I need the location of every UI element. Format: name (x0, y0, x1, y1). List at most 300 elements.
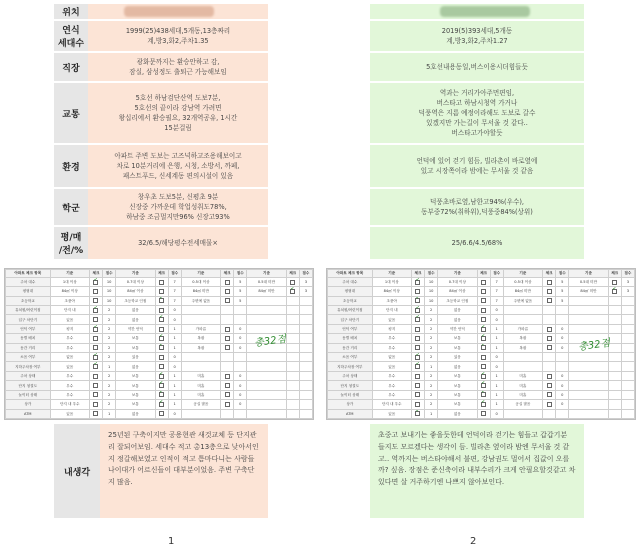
criterion: 보통 (116, 390, 155, 399)
criterion: 우수 (372, 371, 411, 380)
checklist-row (6, 371, 313, 380)
year-value: 2019(5)393세대,5개동 계,방3,화2,주차1.27 (370, 20, 584, 52)
checkbox-icon[interactable] (93, 345, 98, 350)
checklist-header: 점수 (103, 270, 116, 278)
score: 5 (234, 287, 247, 296)
score: 2 (103, 324, 116, 333)
work-value: 5호선내용동일,버스이용시더힘들듯 (370, 52, 584, 82)
checked-box-icon[interactable] (481, 345, 486, 350)
score: 2 (103, 371, 116, 380)
checkbox-icon[interactable] (547, 327, 552, 332)
score: 5 (556, 296, 569, 305)
checklist-row (6, 390, 313, 399)
check-cell (543, 306, 556, 315)
checklist-row (328, 371, 635, 380)
score: 1 (490, 400, 503, 409)
check-cell (543, 400, 556, 409)
checklist-row (328, 409, 635, 418)
checkbox-icon[interactable] (415, 345, 420, 350)
check-cell (543, 277, 556, 286)
criterion: 가파름 (181, 324, 220, 333)
score: 2 (425, 306, 438, 315)
score: 5 (556, 287, 569, 296)
checkbox-icon[interactable] (415, 327, 420, 332)
criterion (569, 390, 608, 399)
checked-box-icon[interactable] (159, 345, 164, 350)
criterion: 평지 (372, 324, 411, 333)
score (299, 343, 312, 352)
environment-value: 아파트 주변 도보는 고즈넉하고조용해보이고 차로 10분거리에 은행, 시청, 소방서, 까페, 패스트푸드, 신세계동 편의시설이 있음 (88, 144, 268, 188)
checklist-item: 입구 차단기 (328, 315, 373, 324)
checkbox-icon[interactable] (93, 383, 98, 388)
checklist-item: 입구 차단기 (6, 315, 51, 324)
criterion (569, 353, 608, 362)
checkbox-icon[interactable] (481, 411, 486, 416)
checklist-row (328, 390, 635, 399)
check-cell (155, 296, 168, 305)
checked-box-icon[interactable] (415, 355, 420, 360)
criterion: 없음 (438, 315, 477, 324)
checked-box-icon[interactable] (159, 298, 164, 303)
criterion: 초품아 (50, 296, 89, 305)
checked-box-icon[interactable] (481, 392, 486, 397)
score: 5 (234, 277, 247, 286)
score: 2 (425, 334, 438, 343)
checkbox-icon[interactable] (93, 392, 98, 397)
check-cell (221, 296, 234, 305)
school-value: 덕풍초바로옆,남한고94%(우수), 동부중72%(취하위),덕풍중84%(상위) (370, 188, 584, 226)
checked-box-icon[interactable] (93, 355, 98, 360)
criterion (569, 409, 608, 418)
checkbox-icon[interactable] (415, 383, 420, 388)
criterion: 공실 많음 (503, 400, 542, 409)
checkbox-icon[interactable] (225, 392, 230, 397)
checkbox-icon[interactable] (547, 374, 552, 379)
score: 0 (490, 362, 503, 371)
check-cell (221, 324, 234, 333)
checkbox-icon[interactable] (159, 280, 164, 285)
checked-box-icon[interactable] (290, 289, 295, 294)
check-cell (608, 287, 621, 296)
checkbox-icon[interactable] (159, 327, 164, 332)
check-cell (221, 409, 234, 418)
criterion (569, 306, 608, 315)
score: 10 (425, 287, 438, 296)
score (621, 353, 634, 362)
score: 2 (103, 400, 116, 409)
checklist-header: 기준 (116, 270, 155, 278)
score (621, 306, 634, 315)
score: 10 (103, 277, 116, 286)
check-cell (543, 343, 556, 352)
checkbox-icon[interactable] (225, 289, 230, 294)
checkbox-icon[interactable] (481, 355, 486, 360)
check-cell (89, 343, 102, 352)
criterion (247, 381, 286, 390)
criterion (503, 409, 542, 418)
school-value: 창우초 도보5분, 신평초 9분 신장중 가까운데 학업성취도78%, 하남중 조금멀지만96% 신장고93% (88, 188, 268, 226)
price-value: 25/6.6/4.5/68% (370, 226, 584, 260)
thoughts-2-text: 초중고 보내기는 좋을듯한데 언덕이라 걷기는 힘들고 갑갑기분 들지도 모르겠다는 생각이 듬. 빌라촌 옆이라 밤엔 무서울 것 같고.. 역까지는 버스타야해서 불편, 강남권도 멀어서 집값이 오를까? 싶음. 장점은 준신축이라 내부수리가 크게 안필요할것같고 차있다면 살 거주하기엔 나쁘지 않아보인다. (370, 424, 584, 518)
checked-box-icon[interactable] (159, 317, 164, 322)
check-cell (411, 277, 424, 286)
checklist-header: 체크 (608, 270, 621, 278)
criterion: 미흡 (181, 381, 220, 390)
criterion: 주변에 없음 (181, 296, 220, 305)
criterion (503, 315, 542, 324)
criterion: 보통 (438, 390, 477, 399)
checkbox-icon[interactable] (547, 402, 552, 407)
score: 0 (168, 353, 181, 362)
checked-box-icon[interactable] (612, 289, 617, 294)
criterion: 있음 (438, 353, 477, 362)
checkbox-icon[interactable] (547, 383, 552, 388)
check-cell (543, 409, 556, 418)
checklist-row (6, 315, 313, 324)
checked-box-icon[interactable] (481, 336, 486, 341)
score: 0 (556, 400, 569, 409)
check-cell (477, 343, 490, 352)
checked-box-icon[interactable] (159, 402, 164, 407)
check-cell (477, 362, 490, 371)
check-cell (411, 400, 424, 409)
check-cell (543, 315, 556, 324)
check-cell (89, 334, 102, 343)
check-cell (89, 390, 102, 399)
check-cell (411, 353, 424, 362)
checklist-header: 기준 (569, 270, 608, 278)
checklist-item: 지하주차장 여부 (6, 362, 51, 371)
criterion: 복잡 (181, 343, 220, 352)
checkbox-icon[interactable] (481, 298, 486, 303)
check-cell (286, 287, 299, 296)
criterion: 우수 (50, 371, 89, 380)
check-cell (477, 334, 490, 343)
score: 3 (299, 287, 312, 296)
check-cell (543, 362, 556, 371)
checkbox-icon[interactable] (225, 280, 230, 285)
criterion: 없음 (438, 409, 477, 418)
checkbox-icon[interactable] (290, 280, 295, 285)
score: 0 (168, 315, 181, 324)
checkbox-icon[interactable] (93, 336, 98, 341)
criterion: 우수 (372, 334, 411, 343)
checkbox-icon[interactable] (93, 411, 98, 416)
checkbox-icon[interactable] (547, 336, 552, 341)
work-label: 직장 (54, 52, 88, 82)
thoughts-label: 내생각 (54, 424, 100, 518)
checkbox-icon[interactable] (93, 289, 98, 294)
score (234, 306, 247, 315)
checkbox-icon[interactable] (415, 374, 420, 379)
checkbox-icon[interactable] (481, 289, 486, 294)
score: 0 (556, 334, 569, 343)
score (621, 390, 634, 399)
total-score-1: 총32점 (253, 333, 287, 350)
checkbox-icon[interactable] (481, 280, 486, 285)
checkbox-icon[interactable] (159, 364, 164, 369)
checked-box-icon[interactable] (481, 327, 486, 332)
criterion: 단지 내 (372, 306, 411, 315)
score: 0 (556, 343, 569, 352)
checkbox-icon[interactable] (547, 345, 552, 350)
checked-box-icon[interactable] (481, 374, 486, 379)
check-cell (543, 324, 556, 333)
score: 0 (168, 409, 181, 418)
checklist-header: 기준 (372, 270, 411, 278)
criterion: 단지 내 (50, 306, 89, 315)
checkbox-icon[interactable] (159, 355, 164, 360)
check-cell (477, 409, 490, 418)
checked-box-icon[interactable] (415, 280, 420, 285)
listing-2-card (370, 4, 584, 261)
score: 10 (425, 277, 438, 286)
criterion (247, 353, 286, 362)
check-cell (608, 381, 621, 390)
score: 2 (103, 334, 116, 343)
thoughts-1-text: 25년된 구축이지만 공용현관 새것교체 등 단지관리 잘되어보임. 세대수 적고 총13층으로 낮아서인지 정갈해보였고 인적이 적고 틈마다니는 사람들 나이대가 어르신들이 대부분이었음. 주변 구축단지 많음. (100, 424, 268, 518)
checkbox-icon[interactable] (547, 280, 552, 285)
criterion (247, 371, 286, 380)
score (621, 362, 634, 371)
criterion: 우수 (372, 381, 411, 390)
score: 0 (490, 353, 503, 362)
score: 2 (425, 324, 438, 333)
checklist-header: 아파트 체크 항목 (328, 270, 373, 278)
checklist-row (328, 353, 635, 362)
checkbox-icon[interactable] (225, 383, 230, 388)
checklist-item: 소음 여부 (6, 353, 51, 362)
check-cell (155, 400, 168, 409)
checkbox-icon[interactable] (481, 364, 486, 369)
score: 0 (234, 371, 247, 380)
checklist-item: 주차 대수 (328, 277, 373, 286)
criterion: 84㎡ 이상 (372, 287, 411, 296)
checklist-header: 체크 (89, 270, 102, 278)
checked-box-icon[interactable] (481, 383, 486, 388)
check-cell (221, 381, 234, 390)
checked-box-icon[interactable] (93, 308, 98, 313)
checkbox-icon[interactable] (225, 345, 230, 350)
check-cell (89, 362, 102, 371)
criterion: 미흡 (181, 371, 220, 380)
score: 10 (425, 296, 438, 305)
score: 1 (490, 390, 503, 399)
score (621, 343, 634, 352)
criterion: 84㎡ 미만 (569, 287, 608, 296)
check-cell (411, 334, 424, 343)
criterion: 없음 (372, 353, 411, 362)
criterion: 0.7대 이상 (438, 277, 477, 286)
check-cell (477, 381, 490, 390)
check-cell (89, 324, 102, 333)
score (299, 315, 312, 324)
check-cell (286, 343, 299, 352)
checklist-header: 체크 (286, 270, 299, 278)
criterion (181, 409, 220, 418)
check-cell (477, 306, 490, 315)
check-cell (411, 343, 424, 352)
check-cell (608, 353, 621, 362)
check-cell (411, 390, 424, 399)
environment-label: 환경 (54, 144, 88, 188)
criterion: 84㎡ 이상 (438, 287, 477, 296)
criterion: 미흡 (503, 390, 542, 399)
checked-box-icon[interactable] (93, 280, 98, 285)
check-cell (155, 371, 168, 380)
score (621, 296, 634, 305)
criterion: 보통 (116, 381, 155, 390)
check-cell (286, 334, 299, 343)
checkbox-icon[interactable] (159, 289, 164, 294)
criterion: 약간 언덕 (116, 324, 155, 333)
checklist-header: 아파트 체크 항목 (6, 270, 51, 278)
check-cell (221, 400, 234, 409)
score: 2 (425, 315, 438, 324)
check-cell (608, 390, 621, 399)
checkbox-icon[interactable] (415, 402, 420, 407)
score: 0 (234, 390, 247, 399)
score (556, 315, 569, 324)
checked-box-icon[interactable] (415, 317, 420, 322)
check-cell (89, 353, 102, 362)
checkbox-icon[interactable] (547, 392, 552, 397)
listing-2-table (370, 4, 584, 261)
criterion (503, 362, 542, 371)
criterion: 미흡 (181, 390, 220, 399)
checkbox-icon[interactable] (93, 298, 98, 303)
checklist-item: 상가 (328, 400, 373, 409)
score (299, 306, 312, 315)
transport-label: 교통 (54, 82, 88, 144)
check-cell (543, 287, 556, 296)
page-number-1: 1 (168, 536, 175, 547)
score: 1 (490, 334, 503, 343)
checked-box-icon[interactable] (159, 336, 164, 341)
criterion: 있음 (372, 409, 411, 418)
check-cell (89, 381, 102, 390)
checked-box-icon[interactable] (159, 374, 164, 379)
score: 2 (103, 390, 116, 399)
checkbox-icon[interactable] (225, 336, 230, 341)
criterion: 있음 (50, 409, 89, 418)
price-value: 32/6.5/해당평수전세매물× (88, 226, 268, 260)
check-cell (477, 296, 490, 305)
criterion: 약간 언덕 (438, 324, 477, 333)
check-cell (155, 324, 168, 333)
score: 1 (103, 409, 116, 418)
checked-box-icon[interactable] (415, 411, 420, 416)
check-cell (221, 277, 234, 286)
checklist-header: 점수 (425, 270, 438, 278)
checkbox-icon[interactable] (93, 374, 98, 379)
check-cell (221, 306, 234, 315)
checkbox-icon[interactable] (612, 280, 617, 285)
thoughts-2 (370, 424, 584, 518)
check-cell (221, 343, 234, 352)
checkbox-icon[interactable] (159, 411, 164, 416)
checkbox-icon[interactable] (415, 336, 420, 341)
checkbox-icon[interactable] (547, 289, 552, 294)
criterion: 없음 (116, 315, 155, 324)
criterion: 보통 (116, 334, 155, 343)
score: 1 (168, 371, 181, 380)
checked-box-icon[interactable] (159, 392, 164, 397)
criterion: 보통 (116, 371, 155, 380)
checkbox-icon[interactable] (93, 402, 98, 407)
check-cell (286, 371, 299, 380)
checkbox-icon[interactable] (481, 317, 486, 322)
checkbox-icon[interactable] (93, 317, 98, 322)
score: 1 (490, 371, 503, 380)
check-cell (411, 287, 424, 296)
checked-box-icon[interactable] (159, 383, 164, 388)
checklist-row (328, 381, 635, 390)
check-cell (608, 371, 621, 380)
score (556, 306, 569, 315)
score: 2 (425, 381, 438, 390)
checkbox-icon[interactable] (225, 374, 230, 379)
checklist-row (6, 381, 313, 390)
score: 2 (425, 400, 438, 409)
checklist-row (328, 277, 635, 286)
checklist-header: 점수 (299, 270, 312, 278)
criterion: 우수 (50, 381, 89, 390)
criterion (181, 306, 220, 315)
criterion: 84㎡ 미만 (181, 287, 220, 296)
criterion (569, 381, 608, 390)
score: 5 (234, 296, 247, 305)
checked-box-icon[interactable] (93, 327, 98, 332)
checkbox-icon[interactable] (415, 289, 420, 294)
score: 5 (556, 277, 569, 286)
checkbox-icon[interactable] (225, 402, 230, 407)
check-cell (89, 287, 102, 296)
checkbox-icon[interactable] (481, 308, 486, 313)
criterion (247, 296, 286, 305)
check-cell (286, 353, 299, 362)
checked-box-icon[interactable] (415, 298, 420, 303)
checkbox-icon[interactable] (547, 298, 552, 303)
criterion: 0.5대 미만 (247, 277, 286, 286)
score (299, 400, 312, 409)
checklist-row (6, 400, 313, 409)
checked-box-icon[interactable] (481, 402, 486, 407)
checkbox-icon[interactable] (225, 327, 230, 332)
score: 0 (234, 400, 247, 409)
check-cell (543, 296, 556, 305)
checklist-item: ATM (6, 409, 51, 418)
checkbox-icon[interactable] (225, 298, 230, 303)
checked-box-icon[interactable] (415, 364, 420, 369)
environment-value: 언덕에 있어 걷기 힘듬, 빌라촌이 바로옆에 있고 시장쪽이라 밤에는 무서울 것 같음 (370, 144, 584, 188)
check-cell (477, 277, 490, 286)
checklist-row (6, 409, 313, 418)
checked-box-icon[interactable] (93, 364, 98, 369)
page-number-2: 2 (470, 536, 477, 547)
checkbox-icon[interactable] (159, 308, 164, 313)
checked-box-icon[interactable] (415, 308, 420, 313)
checklist-item: 단지 청결도 (328, 381, 373, 390)
criterion (569, 362, 608, 371)
checkbox-icon[interactable] (415, 392, 420, 397)
check-cell (286, 409, 299, 418)
check-cell (608, 324, 621, 333)
criterion: 단지 내 우수 (50, 400, 89, 409)
checklist-item: 놀이터 상태 (6, 390, 51, 399)
criterion: 보통 (438, 381, 477, 390)
checklist-row (328, 296, 635, 305)
